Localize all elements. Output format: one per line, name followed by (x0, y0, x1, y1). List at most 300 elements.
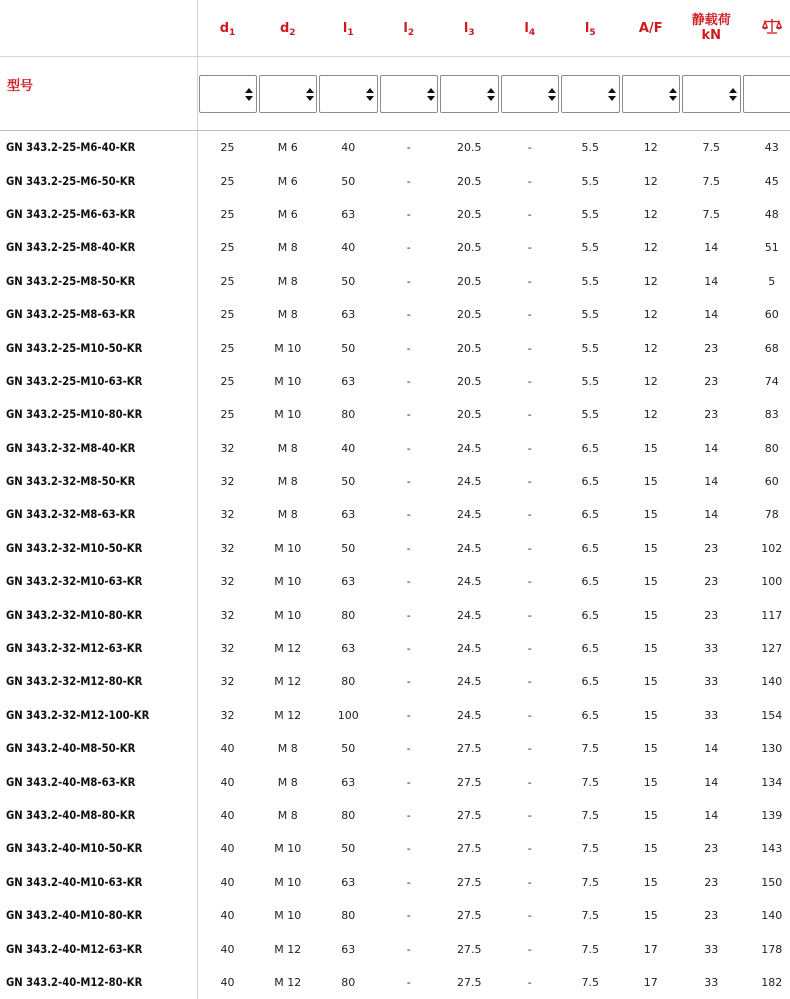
cell-l1: 63 (318, 198, 379, 231)
cell-l3: 27.5 (439, 866, 500, 899)
cell-l1: 50 (318, 164, 379, 197)
cell-d2: M 10 (258, 899, 319, 932)
cell-d1: 25 (197, 331, 258, 364)
cell-d1: 40 (197, 966, 258, 999)
cell-weight: 83 (742, 398, 790, 431)
cell-weight: 60 (742, 298, 790, 331)
model-number-cell: GN 343.2-25-M10-80-KR (0, 398, 197, 431)
cell-af: 15 (621, 665, 682, 698)
cell-load: 33 (681, 932, 742, 965)
table-row[interactable] (0, 298, 790, 331)
cell-l3: 27.5 (439, 966, 500, 999)
cell-l4: - (500, 699, 561, 732)
table-body (0, 131, 790, 999)
cell-weight: 48 (742, 198, 790, 231)
column-label-subscript: 1 (229, 28, 235, 38)
cell-l4: - (500, 298, 561, 331)
cell-weight: 140 (742, 899, 790, 932)
cell-l5: 7.5 (560, 832, 621, 865)
cell-l4: - (500, 565, 561, 598)
filter-cell-af (621, 57, 682, 131)
cell-d1: 25 (197, 398, 258, 431)
column-header-l2[interactable] (379, 0, 440, 57)
cell-l1: 40 (318, 231, 379, 264)
model-number-cell: GN 343.2-25-M6-63-KR (0, 198, 197, 231)
cell-l4: - (500, 398, 561, 431)
cell-l3: 27.5 (439, 765, 500, 798)
table-row[interactable] (0, 131, 790, 165)
cell-d2: M 10 (258, 832, 319, 865)
cell-af: 15 (621, 832, 682, 865)
sort-arrows-icon (487, 88, 496, 102)
scale-icon (742, 18, 790, 38)
sort-arrows-icon (366, 88, 375, 102)
cell-l1: 80 (318, 966, 379, 999)
cell-l3: 24.5 (439, 498, 500, 531)
table-row[interactable] (0, 432, 790, 465)
cell-d1: 40 (197, 866, 258, 899)
cell-l2: - (379, 832, 440, 865)
cell-l3: 20.5 (439, 198, 500, 231)
table-row[interactable] (0, 164, 790, 197)
filter-cell-l5 (560, 57, 621, 131)
cell-l1: 63 (318, 765, 379, 798)
table-row[interactable] (0, 331, 790, 364)
sort-arrows-icon (668, 88, 677, 102)
cell-l2: - (379, 298, 440, 331)
cell-l5: 7.5 (560, 932, 621, 965)
filter-select-l1[interactable] (319, 75, 378, 113)
cell-d2: M 6 (258, 164, 319, 197)
cell-weight: 182 (742, 966, 790, 999)
table-row[interactable] (0, 632, 790, 665)
sort-arrows-icon (729, 88, 738, 102)
filter-select-af[interactable] (622, 75, 681, 113)
cell-d2: M 10 (258, 866, 319, 899)
column-header-l1[interactable] (318, 0, 379, 57)
cell-d1: 32 (197, 432, 258, 465)
cell-l3: 24.5 (439, 532, 500, 565)
column-label: 静载荷 (692, 13, 731, 28)
cell-l1: 80 (318, 598, 379, 631)
cell-d1: 32 (197, 665, 258, 698)
cell-weight: 78 (742, 498, 790, 531)
cell-weight: 178 (742, 932, 790, 965)
cell-l4: - (500, 598, 561, 631)
sort-arrows-icon (245, 88, 254, 102)
table-row[interactable] (0, 765, 790, 798)
table-row[interactable] (0, 231, 790, 264)
column-label: l (524, 21, 528, 36)
cell-load: 7.5 (681, 198, 742, 231)
column-label-unit: kN (701, 28, 721, 43)
table-row[interactable] (0, 465, 790, 498)
column-label-subscript: 3 (468, 28, 474, 38)
cell-l2: - (379, 198, 440, 231)
column-label-subscript: 2 (289, 28, 295, 38)
cell-l3: 27.5 (439, 899, 500, 932)
table-row[interactable] (0, 498, 790, 531)
model-number-cell: GN 343.2-32-M8-50-KR (0, 465, 197, 498)
filter-select-weight[interactable] (743, 75, 790, 113)
sort-arrows-icon (426, 88, 435, 102)
cell-l4: - (500, 932, 561, 965)
cell-l1: 63 (318, 498, 379, 531)
cell-l1: 63 (318, 932, 379, 965)
model-number-cell: GN 343.2-25-M8-40-KR (0, 231, 197, 264)
column-header-l3[interactable] (439, 0, 500, 57)
column-label: A/F (639, 21, 663, 36)
cell-l4: - (500, 832, 561, 865)
cell-l5: 6.5 (560, 465, 621, 498)
cell-load: 14 (681, 298, 742, 331)
filter-cell-weight (742, 57, 790, 131)
cell-weight: 127 (742, 632, 790, 665)
model-number-cell: GN 343.2-40-M12-63-KR (0, 932, 197, 965)
column-label: l (403, 21, 407, 36)
cell-l1: 80 (318, 899, 379, 932)
cell-l1: 63 (318, 866, 379, 899)
cell-d1: 32 (197, 632, 258, 665)
cell-d1: 25 (197, 198, 258, 231)
cell-load: 33 (681, 699, 742, 732)
model-number-cell: GN 343.2-25-M6-50-KR (0, 164, 197, 197)
cell-d2: M 8 (258, 765, 319, 798)
table-row[interactable] (0, 832, 790, 865)
cell-l3: 27.5 (439, 832, 500, 865)
cell-l4: - (500, 164, 561, 197)
cell-l4: - (500, 331, 561, 364)
cell-af: 12 (621, 164, 682, 197)
table-row[interactable] (0, 565, 790, 598)
cell-load: 14 (681, 498, 742, 531)
model-number-cell: GN 343.2-40-M10-63-KR (0, 866, 197, 899)
cell-load: 14 (681, 265, 742, 298)
cell-l5: 5.5 (560, 265, 621, 298)
cell-weight: 51 (742, 231, 790, 264)
cell-af: 15 (621, 498, 682, 531)
model-number-cell: GN 343.2-32-M8-63-KR (0, 498, 197, 531)
cell-l1: 63 (318, 565, 379, 598)
table-row[interactable] (0, 699, 790, 732)
cell-load: 23 (681, 365, 742, 398)
cell-af: 12 (621, 365, 682, 398)
cell-l5: 7.5 (560, 732, 621, 765)
cell-d1: 25 (197, 131, 258, 165)
cell-d2: M 8 (258, 432, 319, 465)
cell-l1: 40 (318, 131, 379, 165)
cell-l2: - (379, 164, 440, 197)
cell-l2: - (379, 732, 440, 765)
cell-weight: 43 (742, 131, 790, 165)
cell-l2: - (379, 532, 440, 565)
cell-l3: 20.5 (439, 298, 500, 331)
cell-d1: 40 (197, 799, 258, 832)
cell-af: 12 (621, 298, 682, 331)
table-row[interactable] (0, 198, 790, 231)
filter-select-l3[interactable] (440, 75, 499, 113)
cell-l1: 50 (318, 832, 379, 865)
cell-load: 14 (681, 465, 742, 498)
column-header-l4[interactable] (500, 0, 561, 57)
table-row[interactable] (0, 665, 790, 698)
cell-l1: 63 (318, 632, 379, 665)
cell-weight: 68 (742, 331, 790, 364)
cell-l3: 20.5 (439, 131, 500, 165)
cell-af: 12 (621, 231, 682, 264)
cell-load: 7.5 (681, 131, 742, 165)
cell-l1: 100 (318, 699, 379, 732)
table-row[interactable] (0, 899, 790, 932)
filter-cell-l3 (439, 57, 500, 131)
model-number-cell: GN 343.2-32-M10-63-KR (0, 565, 197, 598)
cell-af: 15 (621, 699, 682, 732)
model-number-cell: GN 343.2-40-M8-50-KR (0, 732, 197, 765)
cell-l5: 6.5 (560, 432, 621, 465)
table-row[interactable] (0, 866, 790, 899)
cell-l2: - (379, 899, 440, 932)
cell-l5: 5.5 (560, 298, 621, 331)
model-column-header: 型号 (0, 57, 197, 131)
cell-l3: 24.5 (439, 598, 500, 631)
cell-l5: 5.5 (560, 131, 621, 165)
column-header-d1[interactable] (197, 0, 258, 57)
cell-l2: - (379, 498, 440, 531)
cell-af: 15 (621, 532, 682, 565)
cell-d2: M 12 (258, 665, 319, 698)
cell-l3: 24.5 (439, 632, 500, 665)
cell-load: 23 (681, 331, 742, 364)
cell-l4: - (500, 632, 561, 665)
cell-d1: 32 (197, 465, 258, 498)
cell-l2: - (379, 565, 440, 598)
cell-l5: 7.5 (560, 899, 621, 932)
cell-l2: - (379, 432, 440, 465)
cell-l2: - (379, 365, 440, 398)
cell-l2: - (379, 131, 440, 165)
column-header-af[interactable] (621, 0, 682, 57)
table-row[interactable] (0, 966, 790, 999)
cell-l5: 6.5 (560, 665, 621, 698)
cell-l3: 20.5 (439, 231, 500, 264)
cell-l2: - (379, 866, 440, 899)
cell-af: 12 (621, 131, 682, 165)
column-header-l5[interactable] (560, 0, 621, 57)
cell-af: 15 (621, 866, 682, 899)
table-row[interactable] (0, 732, 790, 765)
cell-l5: 7.5 (560, 765, 621, 798)
cell-l2: - (379, 932, 440, 965)
cell-l1: 80 (318, 398, 379, 431)
cell-d1: 32 (197, 699, 258, 732)
cell-d2: M 10 (258, 598, 319, 631)
cell-af: 15 (621, 565, 682, 598)
cell-d2: M 12 (258, 632, 319, 665)
cell-d1: 25 (197, 265, 258, 298)
cell-d2: M 6 (258, 131, 319, 165)
cell-d2: M 8 (258, 265, 319, 298)
cell-d2: M 10 (258, 331, 319, 364)
table-row[interactable] (0, 398, 790, 431)
cell-l1: 50 (318, 532, 379, 565)
cell-d1: 40 (197, 765, 258, 798)
cell-d2: M 10 (258, 398, 319, 431)
model-number-cell: GN 343.2-25-M10-63-KR (0, 365, 197, 398)
filter-select-load[interactable] (682, 75, 741, 113)
model-number-cell: GN 343.2-25-M8-50-KR (0, 265, 197, 298)
cell-d1: 25 (197, 231, 258, 264)
cell-af: 15 (621, 432, 682, 465)
cell-l1: 63 (318, 298, 379, 331)
column-label: d (220, 21, 229, 36)
cell-l4: - (500, 866, 561, 899)
model-number-cell: GN 343.2-32-M12-80-KR (0, 665, 197, 698)
cell-weight: 143 (742, 832, 790, 865)
table-row[interactable] (0, 932, 790, 965)
filter-cell-d2 (258, 57, 319, 131)
cell-d1: 25 (197, 365, 258, 398)
cell-weight: 60 (742, 465, 790, 498)
cell-af: 12 (621, 198, 682, 231)
cell-l3: 24.5 (439, 465, 500, 498)
model-number-cell: GN 343.2-25-M6-40-KR (0, 131, 197, 165)
cell-l3: 24.5 (439, 665, 500, 698)
cell-l4: - (500, 231, 561, 264)
cell-af: 15 (621, 799, 682, 832)
cell-weight: 150 (742, 866, 790, 899)
cell-l1: 40 (318, 432, 379, 465)
cell-d1: 32 (197, 598, 258, 631)
cell-l5: 6.5 (560, 632, 621, 665)
cell-af: 15 (621, 632, 682, 665)
cell-l3: 20.5 (439, 265, 500, 298)
cell-l2: - (379, 665, 440, 698)
filter-select-l5[interactable] (561, 75, 620, 113)
cell-l2: - (379, 799, 440, 832)
cell-l4: - (500, 665, 561, 698)
table-row[interactable] (0, 365, 790, 398)
cell-l5: 7.5 (560, 799, 621, 832)
cell-af: 15 (621, 899, 682, 932)
model-number-cell: GN 343.2-32-M8-40-KR (0, 432, 197, 465)
cell-d1: 40 (197, 732, 258, 765)
model-number-cell: GN 343.2-25-M8-63-KR (0, 298, 197, 331)
cell-l1: 80 (318, 799, 379, 832)
column-header-load[interactable] (681, 0, 742, 57)
cell-d2: M 8 (258, 298, 319, 331)
filter-select-d1[interactable] (199, 75, 257, 113)
cell-l5: 6.5 (560, 598, 621, 631)
cell-af: 15 (621, 598, 682, 631)
cell-weight: 45 (742, 164, 790, 197)
model-number-cell: GN 343.2-40-M12-80-KR (0, 966, 197, 999)
cell-l4: - (500, 465, 561, 498)
cell-af: 12 (621, 398, 682, 431)
column-label-subscript: 4 (529, 28, 535, 38)
cell-d2: M 10 (258, 365, 319, 398)
column-label: l (585, 21, 589, 36)
cell-l4: - (500, 732, 561, 765)
model-number-cell: GN 343.2-32-M10-50-KR (0, 532, 197, 565)
table-row[interactable] (0, 799, 790, 832)
cell-l5: 7.5 (560, 966, 621, 999)
cell-load: 14 (681, 231, 742, 264)
cell-l3: 20.5 (439, 398, 500, 431)
filter-select-l4[interactable] (501, 75, 560, 113)
cell-l5: 5.5 (560, 331, 621, 364)
column-label: l (464, 21, 468, 36)
cell-load: 7.5 (681, 164, 742, 197)
cell-l3: 24.5 (439, 565, 500, 598)
column-header-row (0, 0, 790, 57)
sort-arrows-icon (547, 88, 556, 102)
cell-l2: - (379, 265, 440, 298)
column-header-d2[interactable] (258, 0, 319, 57)
cell-weight: 102 (742, 532, 790, 565)
cell-l5: 5.5 (560, 198, 621, 231)
cell-l3: 20.5 (439, 365, 500, 398)
model-number-cell: GN 343.2-25-M10-50-KR (0, 331, 197, 364)
cell-l5: 5.5 (560, 398, 621, 431)
cell-weight: 134 (742, 765, 790, 798)
cell-d2: M 8 (258, 799, 319, 832)
cell-l5: 5.5 (560, 164, 621, 197)
cell-l5: 6.5 (560, 532, 621, 565)
filter-cell-l2 (379, 57, 440, 131)
cell-l2: - (379, 331, 440, 364)
filter-select-d2[interactable] (259, 75, 318, 113)
cell-d1: 40 (197, 932, 258, 965)
cell-l1: 63 (318, 365, 379, 398)
column-label-subscript: 1 (347, 28, 353, 38)
cell-d2: M 10 (258, 565, 319, 598)
table-row[interactable] (0, 598, 790, 631)
table-row[interactable] (0, 532, 790, 565)
cell-l2: - (379, 231, 440, 264)
cell-weight: 100 (742, 565, 790, 598)
cell-load: 33 (681, 665, 742, 698)
cell-l2: - (379, 765, 440, 798)
model-number-cell: GN 343.2-40-M8-63-KR (0, 765, 197, 798)
cell-l4: - (500, 899, 561, 932)
sort-arrows-icon (608, 88, 617, 102)
filter-select-l2[interactable] (380, 75, 439, 113)
cell-l5: 5.5 (560, 365, 621, 398)
cell-l3: 24.5 (439, 432, 500, 465)
cell-l3: 20.5 (439, 331, 500, 364)
filter-cell-d1 (197, 57, 258, 131)
cell-d2: M 10 (258, 532, 319, 565)
cell-d2: M 8 (258, 465, 319, 498)
cell-d2: M 12 (258, 699, 319, 732)
cell-l5: 6.5 (560, 699, 621, 732)
cell-load: 23 (681, 598, 742, 631)
cell-l5: 6.5 (560, 498, 621, 531)
column-header-weight[interactable] (742, 0, 790, 57)
cell-l1: 50 (318, 732, 379, 765)
cell-l4: - (500, 799, 561, 832)
table-row[interactable] (0, 265, 790, 298)
cell-l3: 20.5 (439, 164, 500, 197)
cell-l3: 24.5 (439, 699, 500, 732)
cell-load: 14 (681, 799, 742, 832)
cell-l2: - (379, 398, 440, 431)
cell-af: 12 (621, 265, 682, 298)
cell-l2: - (379, 465, 440, 498)
cell-l4: - (500, 131, 561, 165)
cell-d2: M 12 (258, 932, 319, 965)
cell-weight: 140 (742, 665, 790, 698)
